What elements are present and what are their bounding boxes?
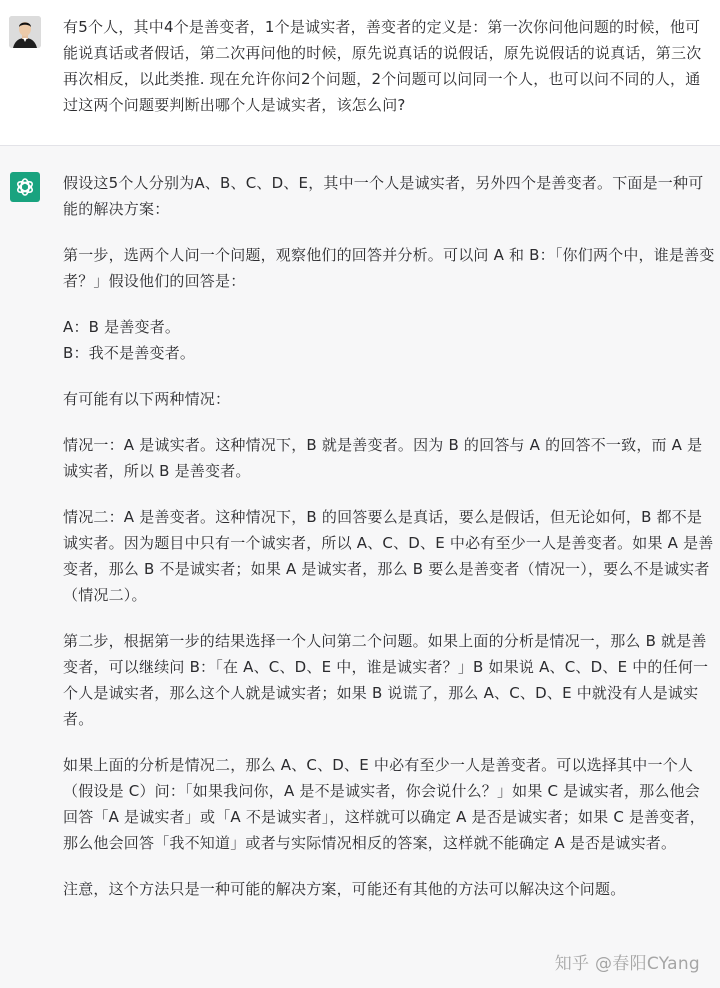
answer-paragraph-case2: 情况二：A 是善变者。这种情况下，B 的回答要么是真话，要么是假话，但无论如何，B 都不是诚实者。因为题目中只有一个诚实者，所以 A、C、D、E 中必有至少一人是善变者。如果 A 是善变者，那么 B 不是诚实者；如果 A 是诚实者，那么 B 要么是善变者（情况一），要么不是诚实者（情况二）。 xyxy=(63,508,714,604)
user-avatar xyxy=(9,16,41,48)
openai-logo-svg xyxy=(14,176,36,198)
answer-paragraph-intro: 假设这5个人分别为A、B、C、D、E，其中一个人是诚实者，另外四个是善变者。下面是一种可能的解决方案： xyxy=(63,174,704,218)
answer-paragraph-step2: 第二步，根据第一步的结果选择一个人问第二个问题。如果上面的分析是情况一，那么 B 就是善变者，可以继续问 B：「在 A、C、D、E 中，谁是诚实者？」B 如果说 A、C、D、E 中的任何一个人是诚实者，那么这个人就是诚实者；如果 B 说谎了，那么 A、C、D、E 中就没有人是诚实者。 xyxy=(63,632,709,728)
answer-paragraph-note: 注意，这个方法只是一种可能的解决方案，可能还有其他的方法可以解决这个问题。 xyxy=(63,880,626,898)
answer-paragraph-cases: 有可能有以下两种情况： xyxy=(63,390,231,408)
answer-line-b-reply: B：我不是善变者。 xyxy=(63,344,196,362)
user-message xyxy=(0,0,720,146)
zhihu-watermark: 知乎 @春阳CYang xyxy=(554,954,700,974)
openai-logo-icon xyxy=(10,172,40,202)
answer-paragraph-step1: 第一步，选两个人问一个问题，观察他们的回答并分析。可以问 A 和 B：「你们两个中，谁是善变者？」假设他们的回答是： xyxy=(63,246,715,290)
answer-paragraph-case2-followup: 如果上面的分析是情况二，那么 A、C、D、E 中必有至少一人是善变者。可以选择其中一个人（假设是 C）问：「如果我问你，A 是不是诚实者，你会说什么？」如果 C 是诚实者，那么他会回答「A 是诚实者」或「A 不是诚实者」，这样就可以确定 A 是否是诚实者；如果 C 是善变者，那么他会回答「我不知道」或者与实际情况相反的答案，这样就不能确定 A 是否是诚实者。 xyxy=(63,756,705,852)
answer-paragraph-case1: 情况一：A 是诚实者。这种情况下，B 就是善变者。因为 B 的回答与 A 的回答不一致，而 A 是诚实者，所以 B 是善变者。 xyxy=(63,436,703,480)
user-avatar-photo xyxy=(9,16,41,48)
answer-line-a-reply: A：B 是善变者。 xyxy=(63,318,181,336)
assistant-message xyxy=(0,146,720,988)
assistant-answer xyxy=(63,170,715,922)
user-question-text: 有5个人，其中4个是善变者，1个是诚实者，善变者的定义是：第一次你问他问题的时候，他可能说真话或者假话，第二次再问他的时候，原先说真话的说假话，原先说假话的说真话，第三次再次相反，以此类推. 现在允许你问2个问题，2个问题可以问同一个人，也可以问不同的人，通过这两个问题要判断出哪个人是诚实者，该怎么问? xyxy=(63,18,702,114)
